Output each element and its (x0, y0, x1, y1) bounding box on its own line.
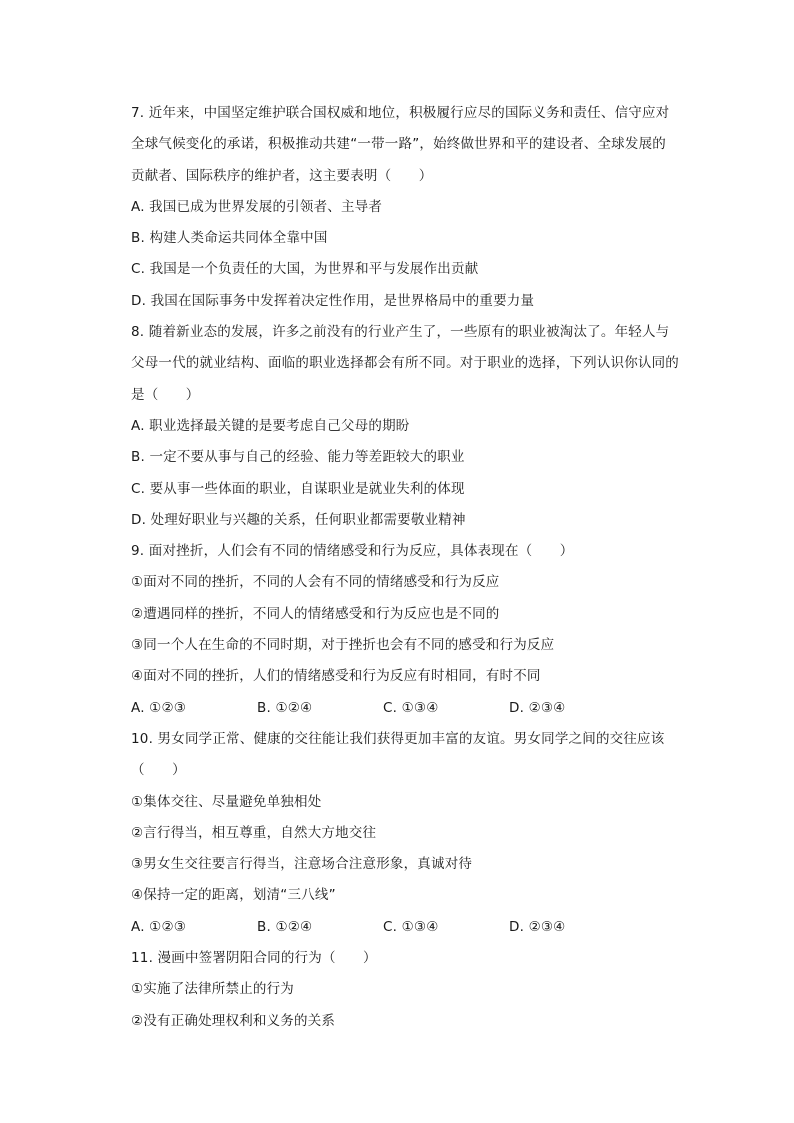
question-7 (131, 98, 691, 317)
question-11-stem-line-1: 11. 漫画中签署阴阳合同的行为（ ） (131, 950, 377, 967)
question-7-option-b: B. 构建人类命运共同体全靠中国 (131, 230, 328, 247)
question-8-option-b: B. 一定不要从事与自己的经验、能力等差距较大的职业 (131, 449, 465, 466)
question-9-choice-a: A. ①②③ (131, 699, 187, 716)
question-8-stem-line-2: 父母一代的就业结构、面临的职业选择都会有所不同。对于职业的选择，下列认识你认同的 (131, 355, 679, 372)
question-9-statement-3: ③同一个人在生命的不同时期，对于挫折也会有不同的感受和行为反应 (131, 637, 555, 654)
question-11 (131, 943, 691, 1037)
question-10-statement-1: ①集体交往、尽量避免单独相处 (131, 793, 322, 810)
question-10-choice-d: D. ②③④ (509, 918, 566, 935)
question-7-option-d: D. 我国在国际事务中发挥着决定性作用，是世界格局中的重要力量 (131, 292, 535, 309)
question-9-stem-line-1: 9. 面对挫折，人们会有不同的情绪感受和行为反应，具体表现在（ ） (131, 543, 574, 560)
question-10-stem-line-1: 10. 男女同学正常、健康的交往能让我们获得更加丰富的友谊。男女同学之间的交往应该 (131, 730, 665, 747)
question-9-statement-2: ②遭遇同样的挫折，不同人的情绪感受和行为反应也是不同的 (131, 605, 500, 622)
question-9-choice-d: D. ②③④ (509, 699, 566, 716)
question-10-statement-3: ③男女生交往要言行得当，注意场合注意形象，真诚对待 (131, 856, 473, 873)
question-8-option-c: C. 要从事一些体面的职业，自谋职业是就业失利的体现 (131, 480, 465, 497)
question-9-choices (131, 693, 691, 724)
question-10-statement-2: ②言行得当，相互尊重，自然大方地交往 (131, 824, 377, 841)
question-9-statement-1: ①面对不同的挫折，不同的人会有不同的情绪感受和行为反应 (131, 574, 500, 591)
question-11-statement-2: ②没有正确处理权利和义务的关系 (131, 1012, 336, 1029)
question-9-statement-4: ④面对不同的挫折，人们的情绪感受和行为反应有时相同，有时不同 (131, 668, 541, 685)
question-10-choice-c: C. ①③④ (383, 918, 439, 935)
question-7-stem-line-1: 7. 近年来，中国坚定维护联合国权威和地位，积极履行应尽的国际义务和责任、信守应对 (131, 105, 670, 121)
question-8-option-d: D. 处理好职业与兴趣的关系，任何职业都需要敬业精神 (131, 511, 466, 528)
question-7-stem-line-3: 贡献者、国际秩序的维护者，这主要表明（ ） (131, 167, 433, 184)
question-9-choice-c: C. ①③④ (383, 699, 439, 716)
question-11-statement-1: ①实施了法律所禁止的行为 (131, 981, 295, 998)
question-7-option-a: A. 我国已成为世界发展的引领者、主导者 (131, 198, 383, 215)
question-7-option-c: C. 我国是一个负责任的大国，为世界和平与发展作出贡献 (131, 261, 479, 278)
question-10-choice-b: B. ①②④ (257, 918, 313, 935)
question-8-option-a: A. 职业选择最关键的是要考虑自己父母的期盼 (131, 417, 410, 434)
question-10-choice-a: A. ①②③ (131, 918, 187, 935)
question-10-choices (131, 912, 691, 943)
question-7-stem-line-2: 全球气候变化的承诺，积极推动共建“一带一路”，始终做世界和平的建设者、全球发展的 (131, 136, 666, 153)
question-8-stem-line-3: 是（ ） (131, 386, 200, 403)
question-10 (131, 724, 691, 943)
question-9-choice-b: B. ①②④ (257, 699, 313, 716)
question-9 (131, 536, 691, 724)
question-list (131, 98, 691, 1037)
question-8 (131, 317, 691, 536)
question-10-stem-line-2: （ ） (131, 762, 186, 779)
question-10-statement-4: ④保持一定的距离，划清“三八线” (131, 887, 336, 904)
question-8-stem-line-1: 8. 随着新业态的发展，许多之前没有的行业产生了，一些原有的职业被淘汰了。年轻人与 (131, 324, 670, 341)
